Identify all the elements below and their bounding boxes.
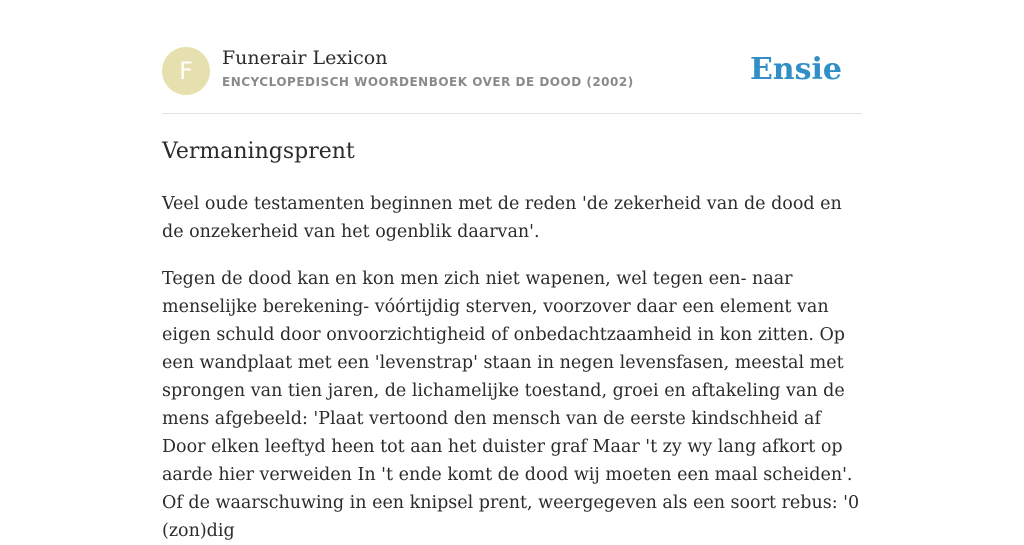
source-subtitle: ENCYCLOPEDISCH WOORDENBOEK OVER DE DOOD (2002) xyxy=(222,75,634,89)
ensie-logo[interactable]: Ensie xyxy=(749,52,842,87)
header xyxy=(162,47,862,95)
source-avatar[interactable]: F xyxy=(162,47,210,95)
article-title: Vermaningsprent xyxy=(162,139,355,164)
article-paragraph: Veel oude testamenten beginnen met de reden 'de zekerheid van de dood en de onzekerheid van het ogenblik daarvan'. xyxy=(162,194,842,242)
article-paragraph: Tegen de dood kan en kon men zich niet wapenen, wel tegen een- naar menselijke berekening- vóórtijdig sterven, voorzover daar een element van eigen schuld door onvoorzichtigheid of onbedachtzaamheid in kon zitten. Op een wandplaat met een 'levenstrap' staan in negen levensfasen, meestal met sprongen van tien jaren, de lichamelijke toestand, groei en aftakeling van de mens afgebeeld: 'Plaat vertoond den mensch van de eerste kindschheid af Door elken leeftyd heen tot aan het duister graf Maar 't zy wy lang afkort op aarde hier verweiden In 't ende komt de dood wij moeten een maal scheiden'. Of de waarschuwing in een knipsel prent, weergegeven als een soort rebus: '0 (zon)dig xyxy=(162,269,860,541)
header-divider xyxy=(162,113,862,114)
source-title[interactable]: Funerair Lexicon xyxy=(222,47,388,69)
